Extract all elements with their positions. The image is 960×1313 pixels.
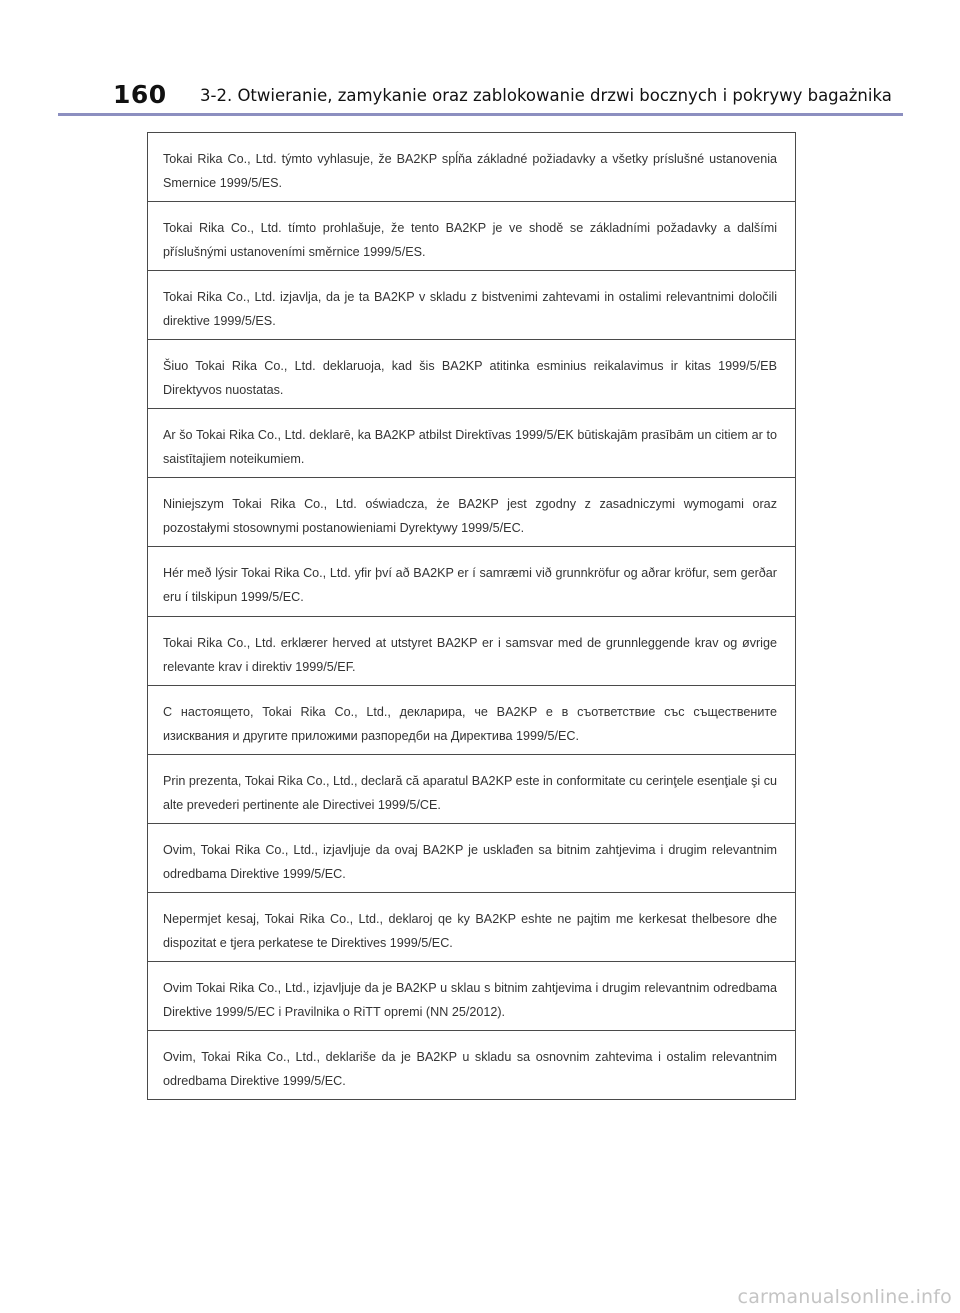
page-header [0,0,960,116]
declaration-lithuanian: Šiuo Tokai Rika Co., Ltd. deklaruoja, kad šis BA2KP atitinka esminius reikalavimus ir kitas 1999/5/EB Direktyvos nuostatas. [148,340,795,409]
section-title: 3-2. Otwieranie, zamykanie oraz zablokowanie drzwi bocznych i pokrywy bagażnika [200,86,892,105]
declaration-croatian: Ovim Tokai Rika Co., Ltd., izjavljuje da je BA2KP u sklau s bitnim zahtjevima i drugim relevantnim odredbama Direktive 1999/5/EC i Pravilnika o RiTT opremi (NN 25/2012). [148,962,795,1031]
site-watermark: carmanualsonline.info [737,1286,952,1308]
declaration-bosnian: Ovim, Tokai Rika Co., Ltd., izjavljuje da ovaj BA2KP je usklađen sa bitnim zahtjevima i drugim relevantnim odredbama Direktive 1999/5/EC. [148,824,795,893]
declaration-polish: Niniejszym Tokai Rika Co., Ltd. oświadcza, że BA2KP jest zgodny z zasadniczymi wymogami oraz pozostałymi stosownymi postanowieniami Dyrektywy 1999/5/EC. [148,478,795,547]
declaration-bulgarian: С настоящето, Tokai Rika Co., Ltd., декларира, че BA2KP е в съответствие със съществените изисквания и другите приложими разпоредби на Директива 1999/5/EC. [148,686,795,755]
declaration-icelandic: Hér með lýsir Tokai Rika Co., Ltd. yfir því að BA2KP er í samræmi við grunnkröfur og aðrar kröfur, sem gerðar eru í tilskipun 1999/5/EC. [148,547,795,616]
declaration-romanian: Prin prezenta, Tokai Rika Co., Ltd., declară că aparatul BA2KP este in conformitate cu cerinţele esenţiale şi cu alte prevederi pertinente ale Directivei 1999/5/CE. [148,755,795,824]
declaration-norwegian: Tokai Rika Co., Ltd. erklærer herved at utstyret BA2KP er i samsvar med de grunnleggende krav og øvrige relevante krav i direktiv 1999/5/EF. [148,617,795,686]
declaration-slovenian: Tokai Rika Co., Ltd. izjavlja, da je ta BA2KP v skladu z bistvenimi zahtevami in ostalimi relevantnimi določili direktive 1999/5/ES. [148,271,795,340]
page-number: 160 [113,80,167,109]
declaration-albanian: Nepermjet kesaj, Tokai Rika Co., Ltd., deklaroj qe ky BA2KP eshte ne pajtim me kerkesat thelbesore dhe dispozitat e tjera perkatese te Direktives 1999/5/EC. [148,893,795,962]
declaration-serbian: Ovim, Tokai Rika Co., Ltd., deklariše da je BA2KP u skladu sa osnovnim zahtevima i ostalim relevantnim odredbama Direktive 1999/5/EC. [163,1050,777,1089]
header-divider [58,113,903,116]
declaration-latvian: Ar šo Tokai Rika Co., Ltd. deklarē, ka BA2KP atbilst Direktīvas 1999/5/EK būtiskajām prasībām un citiem ar to saistītajiem noteikumiem. [148,409,795,478]
declaration-slovak: Tokai Rika Co., Ltd. týmto vyhlasuje, že BA2KP spĺňa základné požiadavky a všetky príslušné ustanovenia Smernice 1999/5/ES. [148,133,795,202]
declaration-czech: Tokai Rika Co., Ltd. tímto prohlašuje, že tento BA2KP je ve shodě se základními požadavky a dalšími příslušnými ustanoveními směrnice 1999/5/ES. [148,202,795,271]
declarations-table [147,132,796,1100]
